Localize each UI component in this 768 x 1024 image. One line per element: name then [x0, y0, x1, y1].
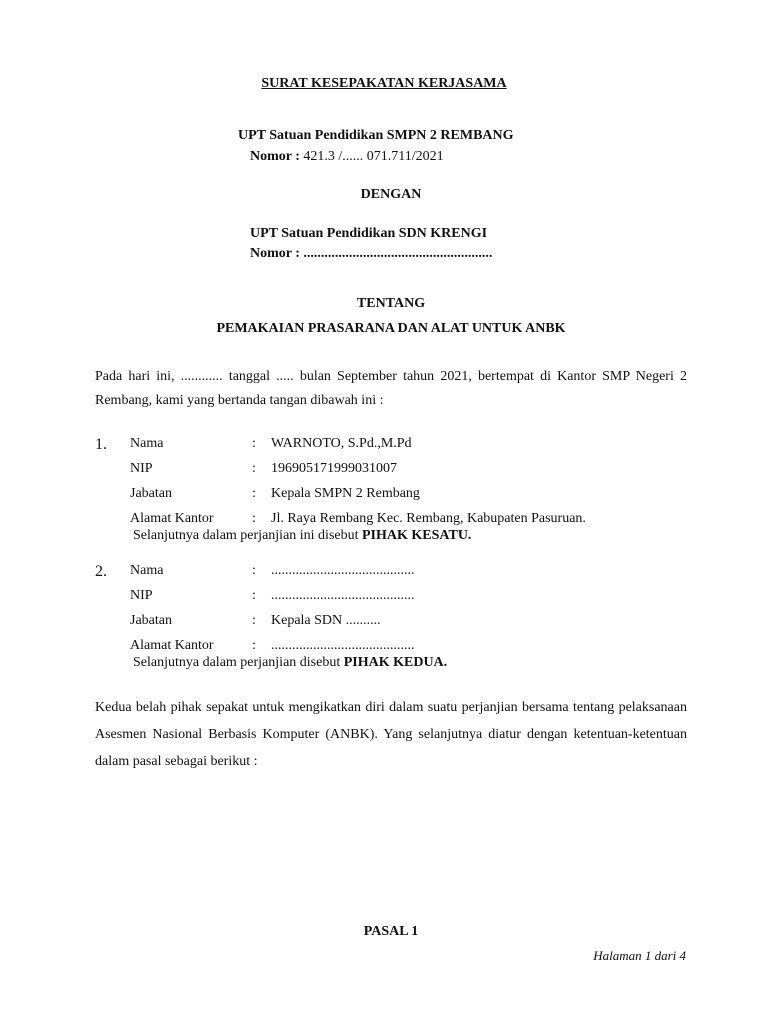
colon: : — [252, 563, 256, 578]
party2-closing-bold: PIHAK KEDUA. — [343, 655, 448, 670]
colon: : — [252, 486, 256, 501]
party2-label-jabatan: Jabatan — [130, 613, 172, 628]
party1-value-nip: 196905171999031007 — [271, 461, 397, 476]
agreement-paragraph: Kedua belah pihak sepakat untuk mengikatkan diri dalam suatu perjanjian bersama tentang pelaksanaan Asesmen Nasional Berbasis Komputer (ANBK). Yang selanjutnya diatur dengan ketentuan-ketentuan dalam pasal sebagai berikut : — [95, 700, 687, 769]
party2-closing — [133, 655, 447, 671]
party1-nomor-label: Nomor : — [250, 149, 300, 164]
page-number: Halaman 1 dari 4 — [593, 948, 686, 963]
intro-paragraph: Pada hari ini, ............ tanggal ..... bulan September tahun 2021, bertempat di Kantor SMP Negeri 2 Rembang, kami yang bertanda tangan dibawah ini : — [95, 369, 687, 408]
party2-label-alamat: Alamat Kantor — [130, 638, 214, 653]
party1-label-nip: NIP — [130, 461, 153, 476]
party2-value-nama: ......................................... — [271, 563, 415, 578]
party2-closing-text: Selanjutnya dalam perjanjian disebut — [133, 655, 344, 670]
colon: : — [252, 613, 256, 628]
party1-closing — [133, 528, 471, 544]
party1-value-alamat: Jl. Raya Rembang Kec. Rembang, Kabupaten Pasuruan. — [271, 511, 586, 526]
party2-label-nama: Nama — [130, 563, 164, 578]
party1-closing-bold: PIHAK KESATU. — [362, 528, 472, 543]
party2-value-alamat: ......................................... — [271, 638, 415, 653]
party1-label-jabatan: Jabatan — [130, 486, 172, 501]
party1-nomor-value: 421.3 /...... 071.711/2021 — [303, 149, 444, 164]
party2-institution: UPT Satuan Pendidikan SDN KRENGI — [250, 226, 488, 241]
document-title: SURAT KESEPAKATAN KERJASAMA — [261, 76, 507, 91]
pasal-heading: PASAL 1 — [363, 924, 419, 939]
colon: : — [252, 638, 256, 653]
dengan-heading: DENGAN — [360, 187, 422, 202]
party1-label-nama: Nama — [130, 436, 164, 451]
subject-heading: PEMAKAIAN PRASARANA DAN ALAT UNTUK ANBK — [216, 321, 566, 336]
party1-label-alamat: Alamat Kantor — [130, 511, 214, 526]
colon: : — [252, 588, 256, 603]
party1-nomor — [250, 149, 444, 165]
tentang-heading: TENTANG — [356, 296, 426, 311]
party1-value-nama: WARNOTO, S.Pd.,M.Pd — [271, 436, 412, 451]
party1-closing-text: Selanjutnya dalam perjanjian ini disebut — [133, 528, 362, 543]
party2-value-nip: ......................................... — [271, 588, 415, 603]
party1-number: 1. — [95, 436, 107, 453]
party2-number: 2. — [95, 563, 107, 580]
party2-nomor: Nomor : ...................................................... — [250, 246, 493, 261]
party1-value-jabatan: Kepala SMPN 2 Rembang — [271, 486, 420, 501]
colon: : — [252, 511, 256, 526]
party2-value-jabatan: Kepala SDN .......... — [271, 613, 381, 628]
party1-institution: UPT Satuan Pendidikan SMPN 2 REMBANG — [238, 128, 514, 143]
colon: : — [252, 461, 256, 476]
colon: : — [252, 436, 256, 451]
party2-label-nip: NIP — [130, 588, 153, 603]
